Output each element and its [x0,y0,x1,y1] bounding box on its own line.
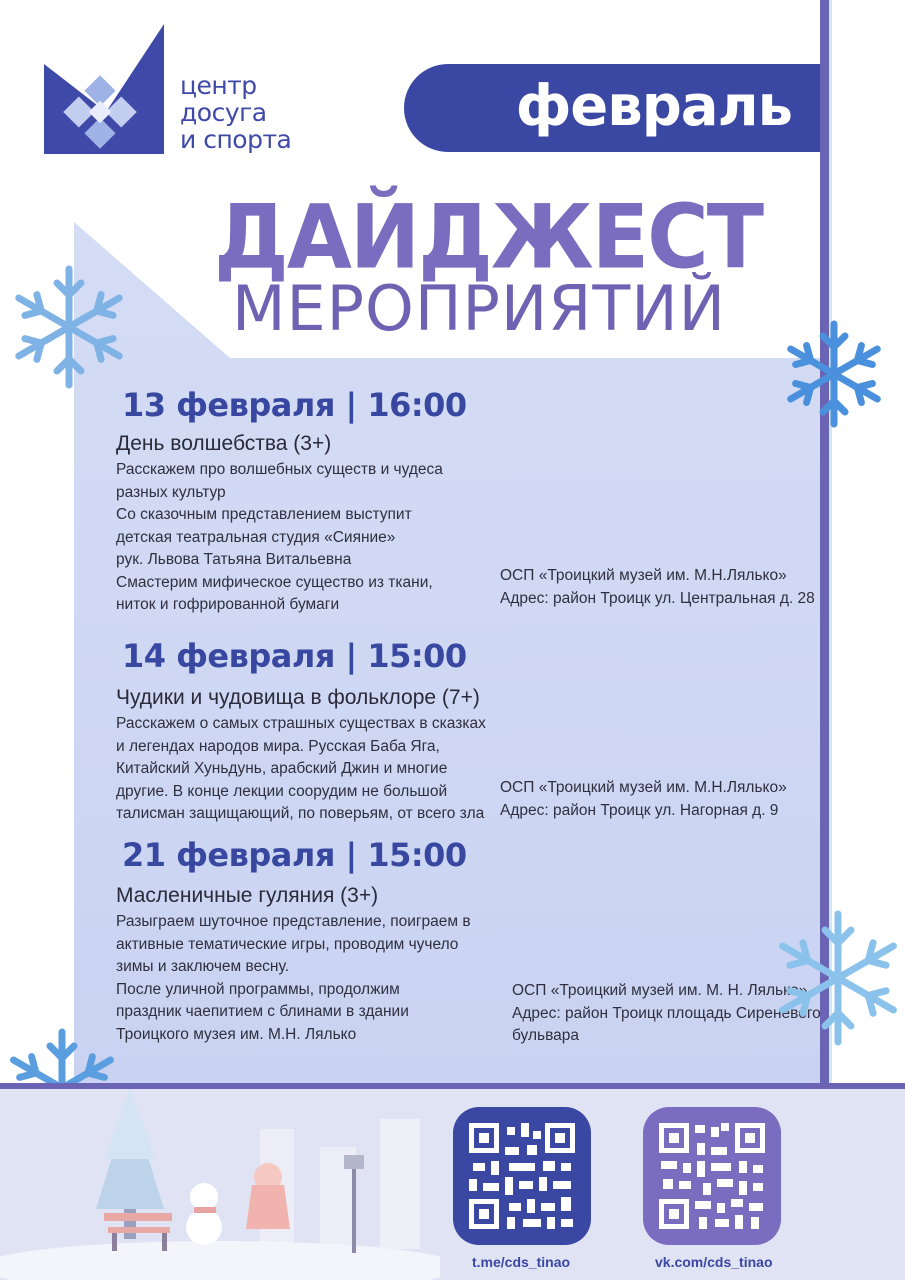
telegram-qr-code[interactable] [453,1107,591,1245]
logo-text [180,72,291,153]
vk-link[interactable]: vk.com/cds_tinao [655,1254,773,1270]
qr-code-icon [469,1123,575,1229]
event-location-1: ОСП «Троицкий музей им. М.Н.Лялько» Адрес: район Троицк ул. Центральная д. 28 [500,567,815,607]
logo-line-2: досуга [180,98,267,127]
snowflake-icon [772,898,905,1058]
logo-icon [44,24,168,156]
event-location-3: ОСП «Троицкий музей им. М. Н. Лялько» Адрес: район Троицк площадь Сиреневого бульвара [512,982,821,1044]
digest-title: ДАЙДЖЕСТ [214,185,763,289]
event-title-2: Чудики и чудовища в фольклоре (7+) [116,686,480,709]
vk-qr-code[interactable] [643,1107,781,1245]
event-location-2: ОСП «Троицкий музей им. М.Н.Лялько» Адрес: район Троицк ул. Нагорная д. 9 [500,779,787,819]
month-label: февраль [515,74,792,139]
event-description-2: Расскажем о самых страшных существах в сказках и легендах народов мира. Русская Баба Яга, Китайский Хуньдунь, арабский Джин и многие другие. В конце лекции соорудим не большой талисман защищающий, по поверьям, от всего зла [116,715,486,822]
event-title-1: День волшебства (3+) [116,432,332,455]
snowflake-icon [778,318,890,430]
digest-subtitle: МЕРОПРИЯТИЙ [232,272,726,345]
event-date-2: 14 февраля | 15:00 [122,637,467,675]
snowflake-icon [4,262,134,392]
winter-illustration-icon [0,1089,440,1280]
event-date-1: 13 февраля | 16:00 [122,386,467,424]
logo-line-1: центр [180,71,257,100]
qr-code-icon [659,1123,765,1229]
event-description-3: Разыграем шуточное представление, поиграем в активные тематические игры, проводим чучело зимы и заключем весну. После уличной программы, продолжим праздник чаепитием с блинами в здании Троицкого музея им. М.Н. Лялько [116,913,471,1043]
logo-line-3: и спорта [180,125,292,154]
event-title-3: Масленичные гуляния (3+) [116,884,379,907]
month-banner [404,64,820,152]
event-description-1: Расскажем про волшебных существ и чудеса разных культур Со сказочным представлением выступит детская театральная студия «Сияние» рук. Львова Татьяна Витальевна Смастерим мифическое существо из ткани, ниток и гофрированной бумаги [116,461,443,613]
telegram-link[interactable]: t.me/cds_tinao [472,1254,571,1270]
event-date-3: 21 февраля | 15:00 [122,836,467,874]
